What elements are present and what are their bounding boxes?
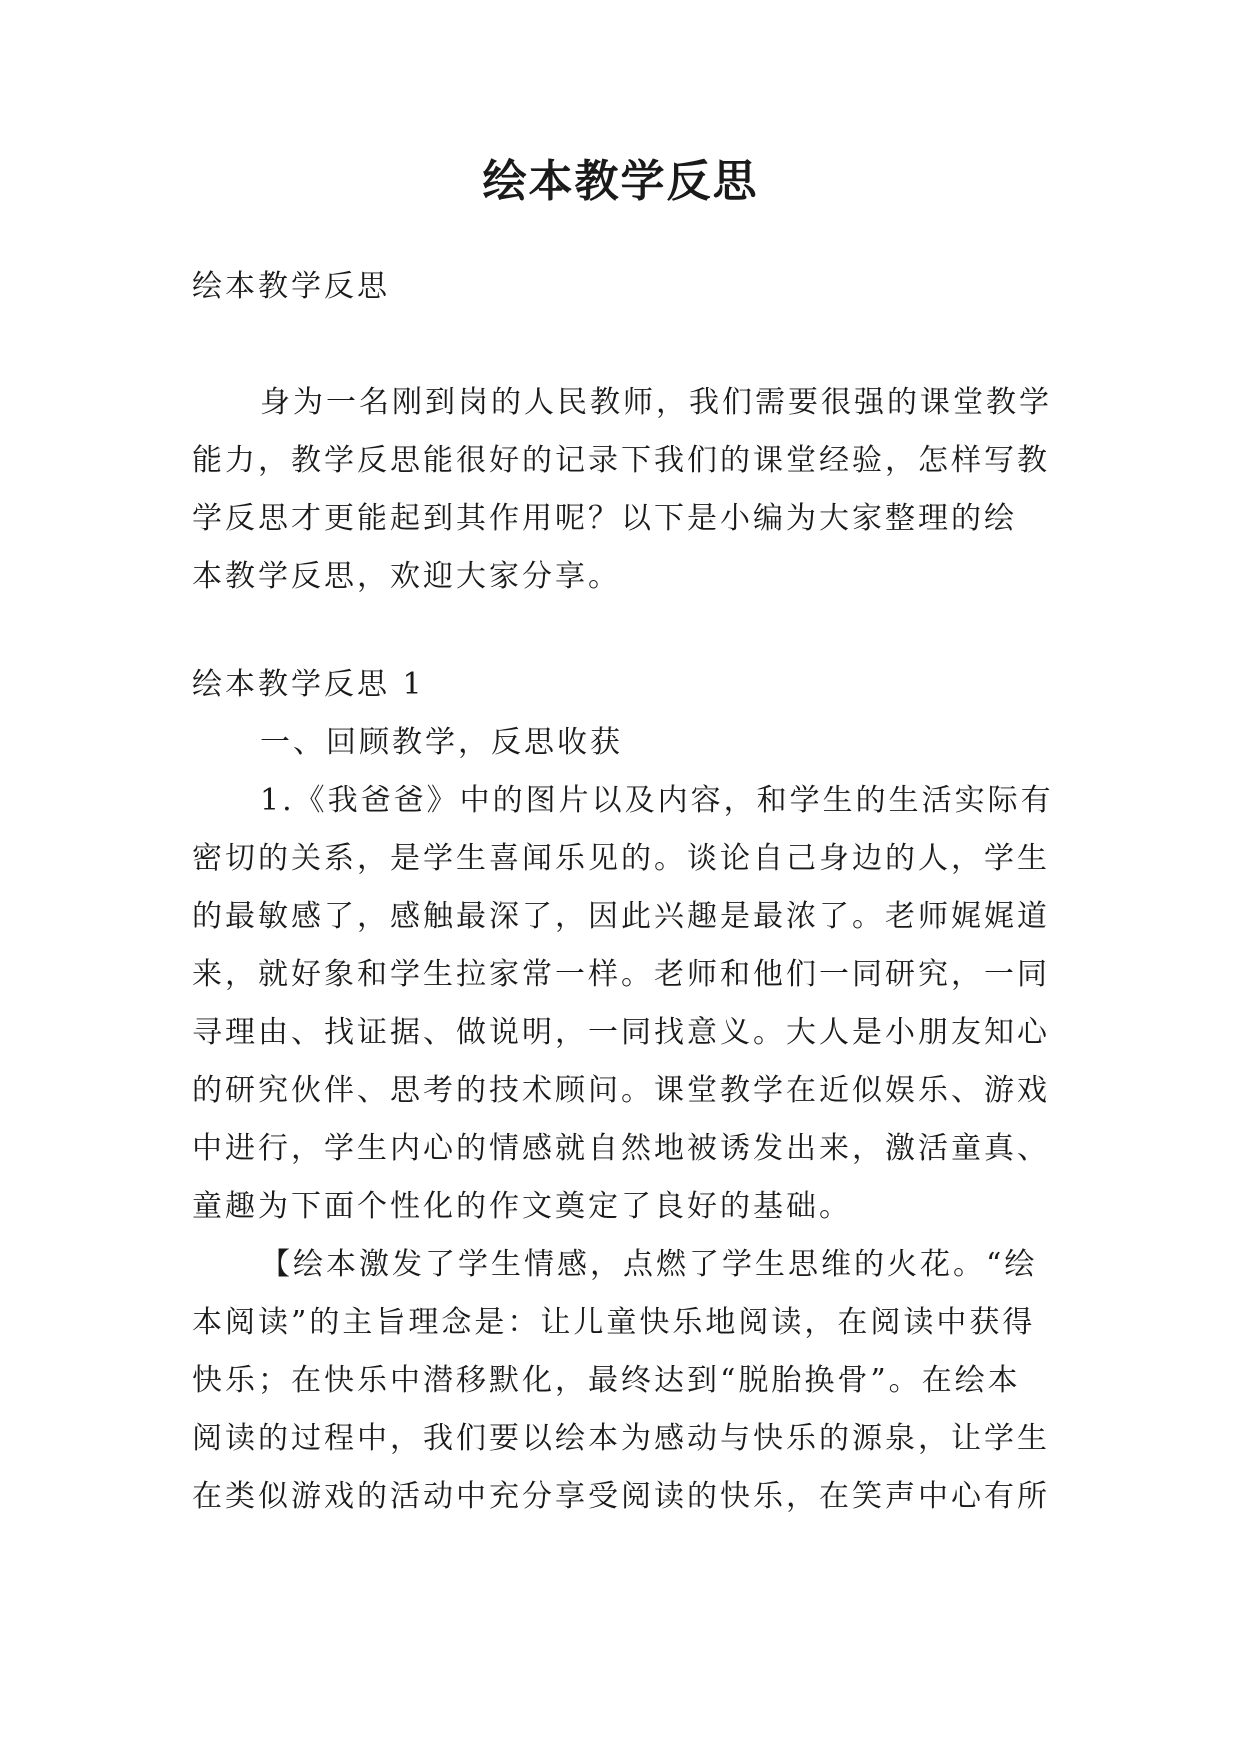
paragraph-line: 快乐；在快乐中潜移默化，最终达到“脱胎换骨”。在绘本 — [192, 1363, 1021, 1398]
paragraph-line: 的最敏感了，感触最深了，因此兴趣是最浓了。老师娓娓道 — [192, 899, 1050, 934]
subtitle: 绘本教学反思 — [192, 269, 390, 304]
paragraph-line: 【绘本激发了学生情感，点燃了学生思维的火花。“绘 — [260, 1247, 1038, 1282]
paragraph-line: 童趣为下面个性化的作文奠定了良好的基础。 — [192, 1189, 852, 1224]
intro-paragraph — [192, 374, 1072, 606]
section-heading: 一、回顾教学，反思收获 — [260, 725, 623, 760]
spacer — [192, 316, 1072, 374]
paragraph-line: 寻理由、找证据、做说明，一同找意义。大人是小朋友知心 — [192, 1015, 1050, 1050]
document-body — [192, 258, 1072, 1526]
paragraph-line: 中进行，学生内心的情感就自然地被诱发出来，激活童真、 — [192, 1131, 1050, 1166]
paragraph-2 — [192, 1236, 1072, 1526]
paragraph-line: 1.《我爸爸》中的图片以及内容，和学生的生活实际有 — [260, 783, 1054, 818]
intro-line: 本教学反思，欢迎大家分享。 — [192, 559, 621, 594]
paragraph-line: 密切的关系，是学生喜闻乐见的。谈论自己身边的人，学生 — [192, 841, 1050, 876]
paragraph-line: 本阅读”的主旨理念是：让儿童快乐地阅读，在阅读中获得 — [192, 1305, 1036, 1340]
paragraph-line: 阅读的过程中，我们要以绘本为感动与快乐的源泉，让学生 — [192, 1421, 1050, 1456]
spacer — [192, 606, 1072, 656]
section-title: 绘本教学反思 1 — [192, 667, 425, 702]
paragraph-line: 在类似游戏的活动中充分享受阅读的快乐，在笑声中心有所 — [192, 1479, 1050, 1514]
intro-line: 身为一名刚到岗的人民教师，我们需要很强的课堂教学 — [260, 385, 1052, 420]
intro-line: 学反思才更能起到其作用呢？以下是小编为大家整理的绘 — [192, 501, 1017, 536]
paragraph-1 — [192, 772, 1072, 1236]
paragraph-line: 的研究伙伴、思考的技术顾问。课堂教学在近似娱乐、游戏 — [192, 1073, 1050, 1108]
paragraph-line: 来，就好象和学生拉家常一样。老师和他们一同研究，一同 — [192, 957, 1050, 992]
intro-line: 能力，教学反思能很好的记录下我们的课堂经验，怎样写教 — [192, 443, 1050, 478]
document-title: 绘本教学反思 — [482, 156, 759, 207]
